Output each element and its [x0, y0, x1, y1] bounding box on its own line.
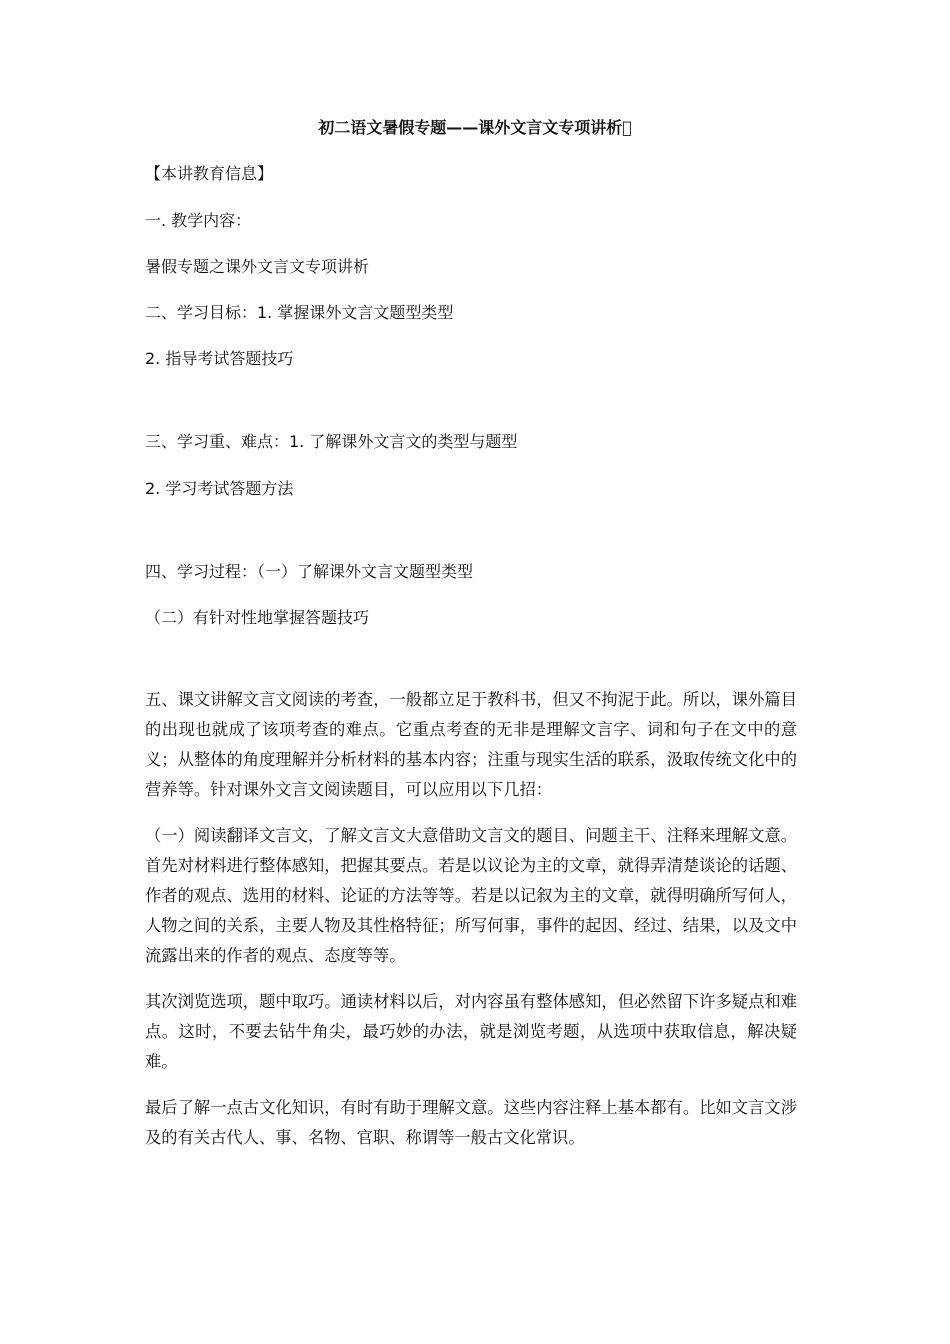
document-title: 初二语文暑假专题——课外文言文专项讲析 : [318, 118, 632, 137]
paragraph-7: 其次浏览选项，题中取巧。通读材料以后，对内容虽有整体感知，但必然留下许多疑点和难点。这时，不要去钻牛角尖，最巧妙的办法，就是浏览考题，从选项中获取信息，解决疑难。: [145, 992, 797, 1071]
section2-line1: 二、学习目标：1. 掌握课外文言文题型类型: [145, 303, 454, 322]
section1-content: 暑假专题之课外文言文专项讲析: [145, 257, 370, 276]
section1-heading: 一. 教学内容：: [145, 211, 252, 230]
section3-line1: 三、学习重、难点：1. 了解课外文言文的类型与题型: [145, 432, 518, 451]
section2-line2: 2. 指导考试答题技巧: [145, 349, 294, 368]
info-header: 【本讲教育信息】: [145, 164, 274, 183]
section4-line1: 四、学习过程：（一）了解课外文言文题型类型: [145, 562, 474, 581]
paragraph-6: （一）阅读翻译文言文，了解文言文大意借助文言文的题目、问题主干、注释来理解文意。首先对材料进行整体感知，把握其要点。若是以议论为主的文章，就得弄清楚谈论的话题、作者的观点、选用的材料、论证的方法等等。若是以记叙为主的文章，就得明确所写何人，人物之间的关系，主要人物及其性格特征；所写何事，事件的起因、经过、结果，以及文中流露出来的作者的观点、态度等等。: [145, 826, 797, 965]
section3-line2: 2. 学习考试答题方法: [145, 479, 294, 498]
section4-line2: （二）有针对性地掌握答题技巧: [145, 608, 370, 627]
paragraph-5: 五、课文讲解文言文阅读的考查，一般都立足于教科书，但又不拘泥于此。所以，课外篇目的出现也就成了该项考查的难点。它重点考查的无非是理解文言字、词和句子在文中的意义；从整体的角度理解并分析材料的基本内容；注重与现实生活的联系，汲取传统文化中的营养等。针对课外文言文阅读题目，可以应用以下几招：: [145, 690, 797, 799]
paragraph-8: 最后了解一点古文化知识，有时有助于理解文意。这些内容注释上基本都有。比如文言文涉及的有关古代人、事、名物、官职、称谓等一般古文化常识。: [145, 1098, 797, 1147]
